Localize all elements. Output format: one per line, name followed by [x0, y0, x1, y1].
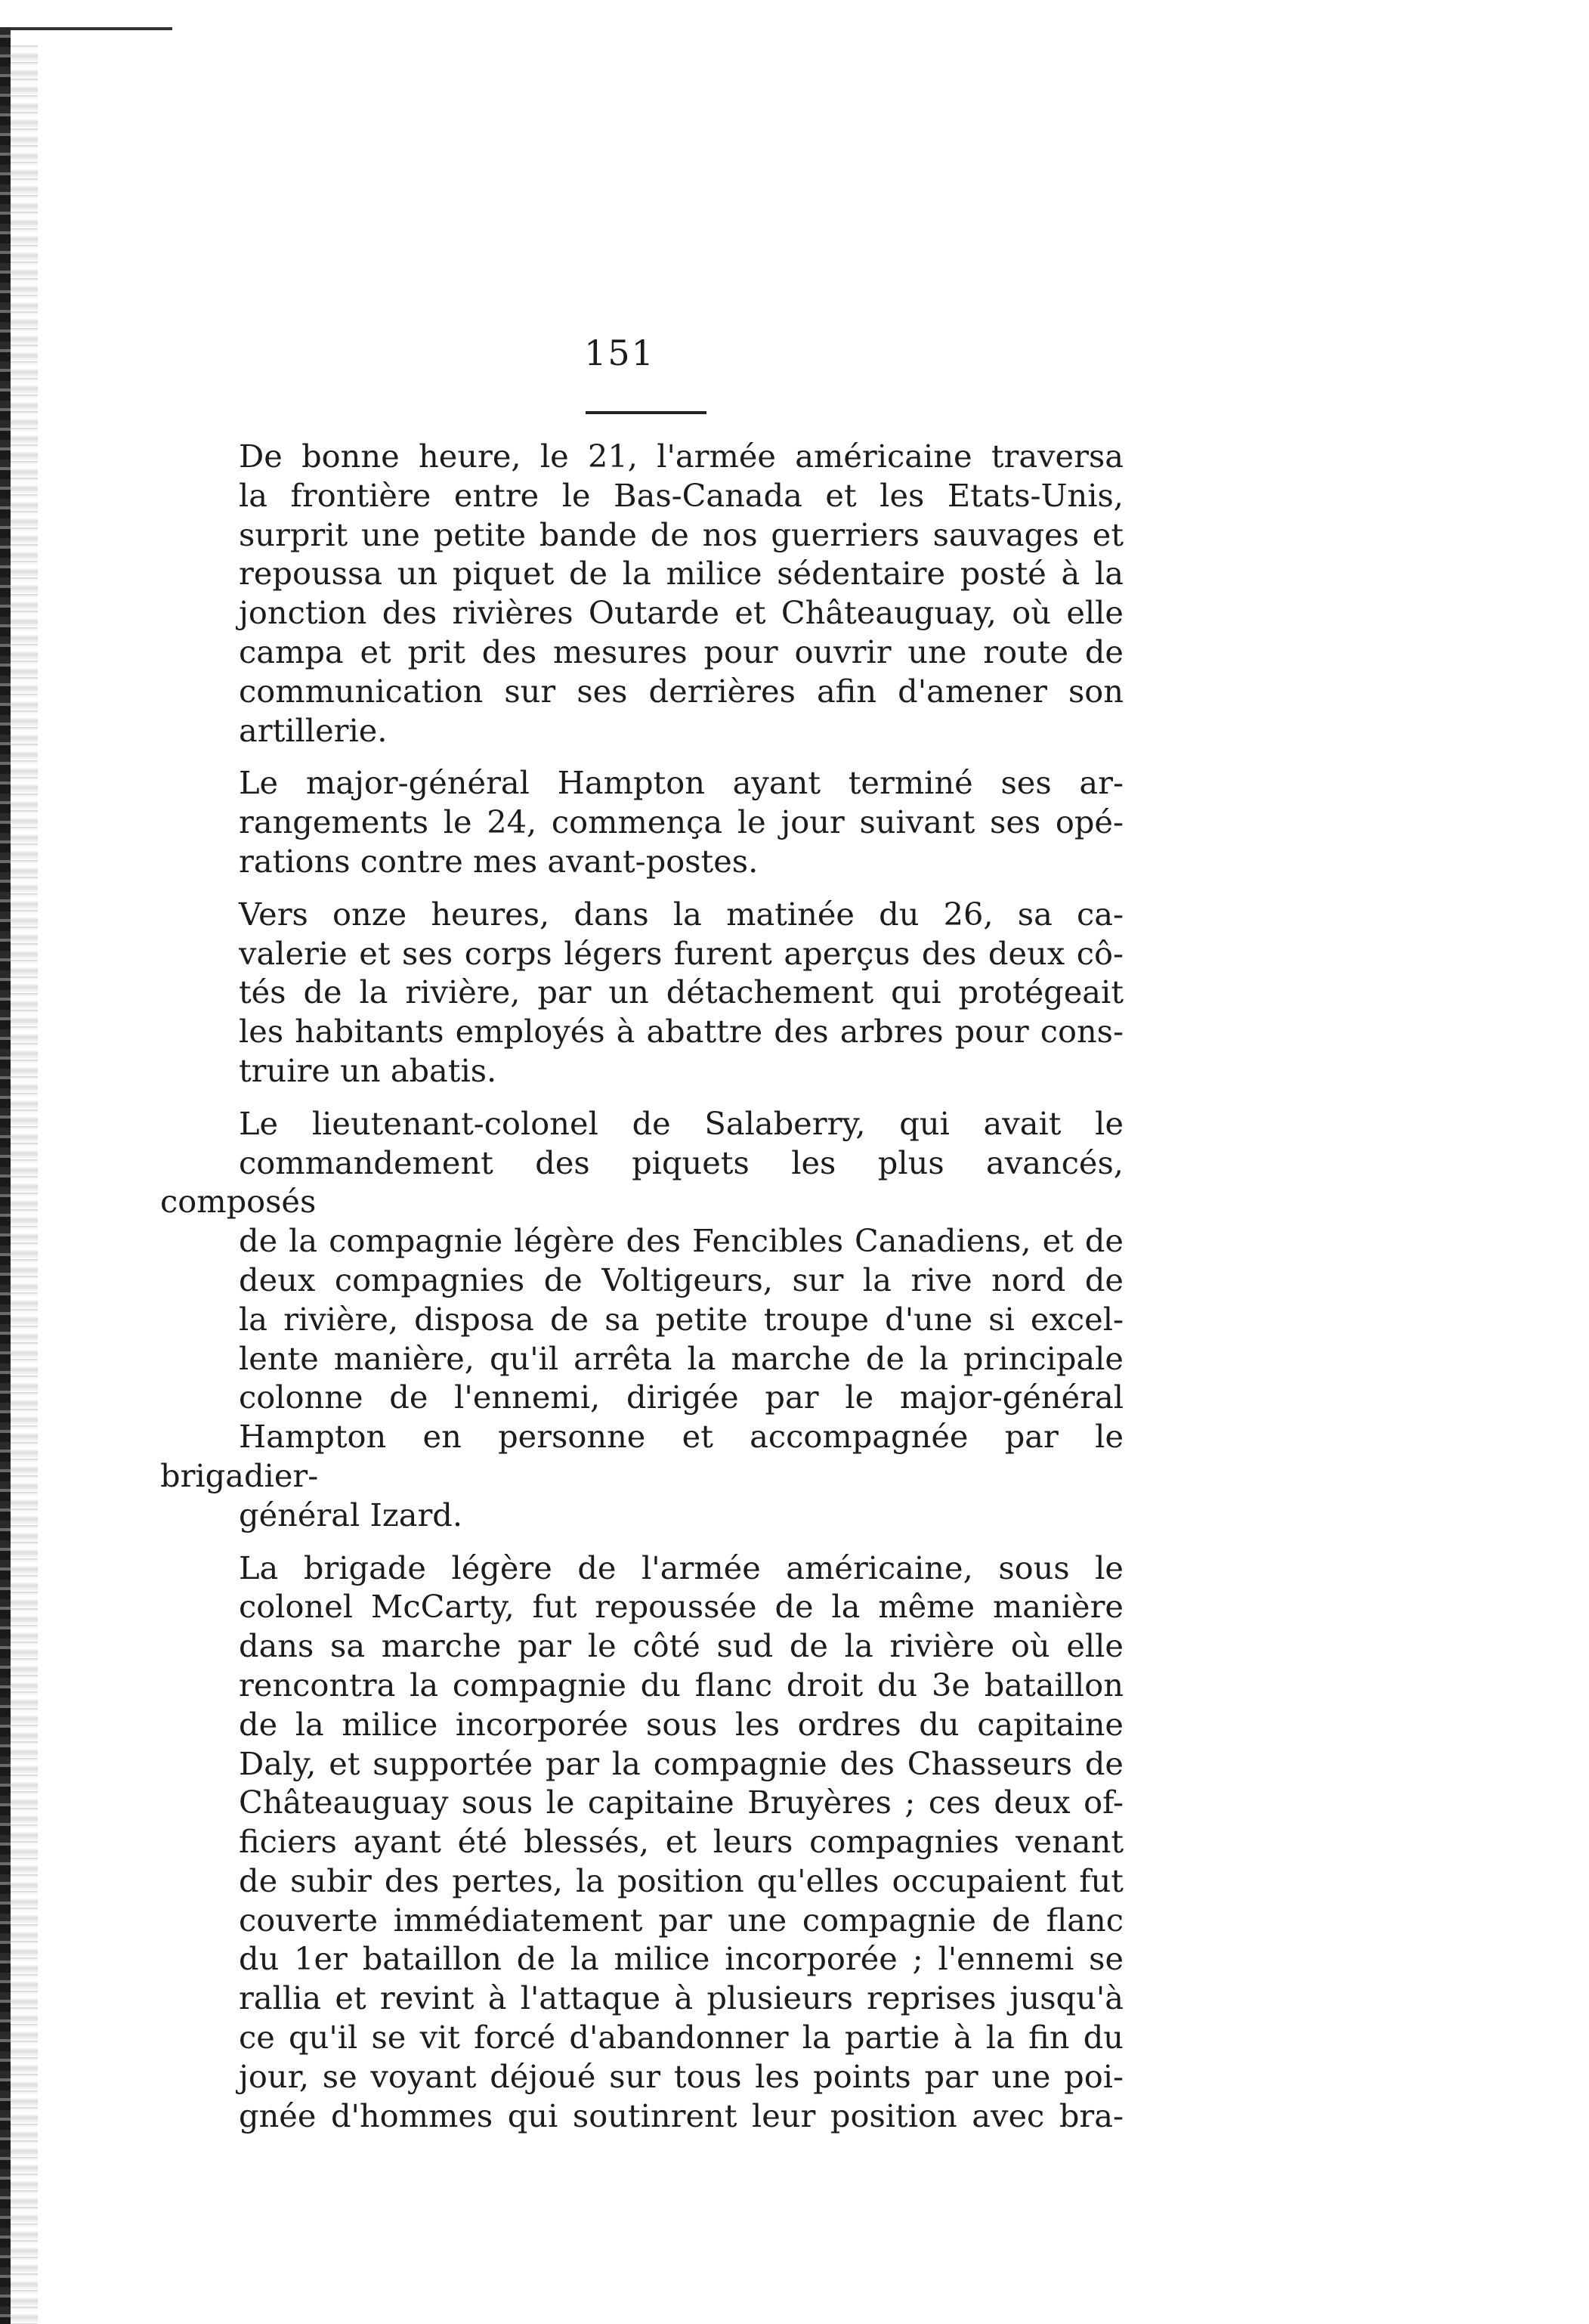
text-line: deux compagnies de Voltigeurs, sur la rive nord de — [239, 1261, 1124, 1298]
text-line: couverte immédiatement par une compagnie de flanc — [239, 1901, 1124, 1939]
binding-shadow — [11, 45, 38, 2324]
text-line: commandement des piquets les plus avancés, composés — [160, 1143, 1124, 1221]
text-line: la frontière entre le Bas-Canada et les Etats-Unis, — [239, 476, 1124, 514]
header-rule — [586, 411, 706, 414]
text-line: communication sur ses derrières afin d'amener son — [239, 672, 1124, 710]
text-line: dans sa marche par le côté sud de la rivière où elle — [239, 1627, 1124, 1665]
text-line: rangements le 24, commença le jour suivant ses opé- — [239, 803, 1124, 841]
page-number: 151 — [584, 333, 655, 373]
text-line: De bonne heure, le 21, l'armée américaine traversa — [239, 438, 1124, 475]
text-line: La brigade légère de l'armée américaine, sous le — [239, 1549, 1124, 1586]
text-line: Le lieutenant-colonel de Salaberry, qui avait le — [239, 1104, 1124, 1142]
paragraph — [160, 1549, 1124, 2136]
text-line: les habitants employés à abattre des arbres pour cons- — [239, 1013, 1124, 1051]
text-line: de la milice incorporée sous les ordres du capitaine — [239, 1705, 1124, 1743]
text-line: rencontra la compagnie du flanc droit du 3e bataillon — [239, 1666, 1124, 1704]
text-line: général Izard. — [239, 1496, 463, 1533]
text-line: tés de la rivière, par un détachement qui protégeait — [239, 973, 1124, 1011]
text-line: surprit une petite bande de nos guerriers sauvages et — [239, 515, 1124, 553]
paragraph — [160, 895, 1124, 1091]
body-text — [160, 437, 1124, 2149]
text-line: Daly, et supportée par la compagnie des Chasseurs de — [239, 1744, 1124, 1782]
text-line: colonel McCarty, fut repoussée de la même manière — [239, 1588, 1124, 1626]
text-line: rallia et revint à l'attaque à plusieurs reprises jusqu'à — [239, 1979, 1124, 2017]
text-line: Vers onze heures, dans la matinée du 26, sa ca- — [239, 895, 1124, 933]
text-line: ficiers ayant été blessés, et leurs compagnies venant — [239, 1823, 1124, 1861]
paragraph — [160, 437, 1124, 750]
text-line: lente manière, qu'il arrêta la marche de la principale — [239, 1339, 1124, 1377]
text-line: de la compagnie légère des Fencibles Canadiens, et de — [239, 1222, 1124, 1260]
text-line: de subir des pertes, la position qu'elles occupaient fut — [239, 1861, 1124, 1899]
text-line: gnée d'hommes qui soutinrent leur position avec bra- — [239, 2097, 1124, 2134]
text-line: rations contre mes avant-postes. — [239, 842, 759, 880]
paragraph — [160, 763, 1124, 880]
text-line: du 1er bataillon de la milice incorporée ; l'ennemi se — [239, 1940, 1124, 1978]
paragraph — [160, 1104, 1124, 1535]
text-line: ce qu'il se vit forcé d'abandonner la partie à la fin du — [239, 2019, 1124, 2056]
text-line: valerie et ses corps légers furent aperçus des deux cô- — [239, 934, 1124, 972]
text-line: jour, se voyant déjoué sur tous les points par une poi- — [239, 2057, 1124, 2095]
text-line: artillerie. — [239, 711, 388, 749]
text-line: Châteauguay sous le capitaine Bruyères ; ces deux of- — [239, 1784, 1124, 1821]
text-line: jonction des rivières Outarde et Châteauguay, où elle — [239, 594, 1124, 632]
text-line: Hampton en personne et accompagnée par le brigadier- — [160, 1418, 1124, 1494]
binding-edge — [0, 27, 11, 2324]
text-line: truire un abatis. — [239, 1051, 497, 1089]
page-edge-top — [6, 27, 172, 30]
text-line: la rivière, disposa de sa petite troupe d'une si excel- — [239, 1300, 1124, 1338]
text-line: Le major-général Hampton ayant terminé ses ar- — [239, 764, 1124, 802]
text-line: colonne de l'ennemi, dirigée par le major-général — [239, 1379, 1124, 1416]
text-line: campa et prit des mesures pour ouvrir une route de — [239, 633, 1124, 670]
text-line: repoussa un piquet de la milice sédentaire posté à la — [239, 555, 1124, 593]
